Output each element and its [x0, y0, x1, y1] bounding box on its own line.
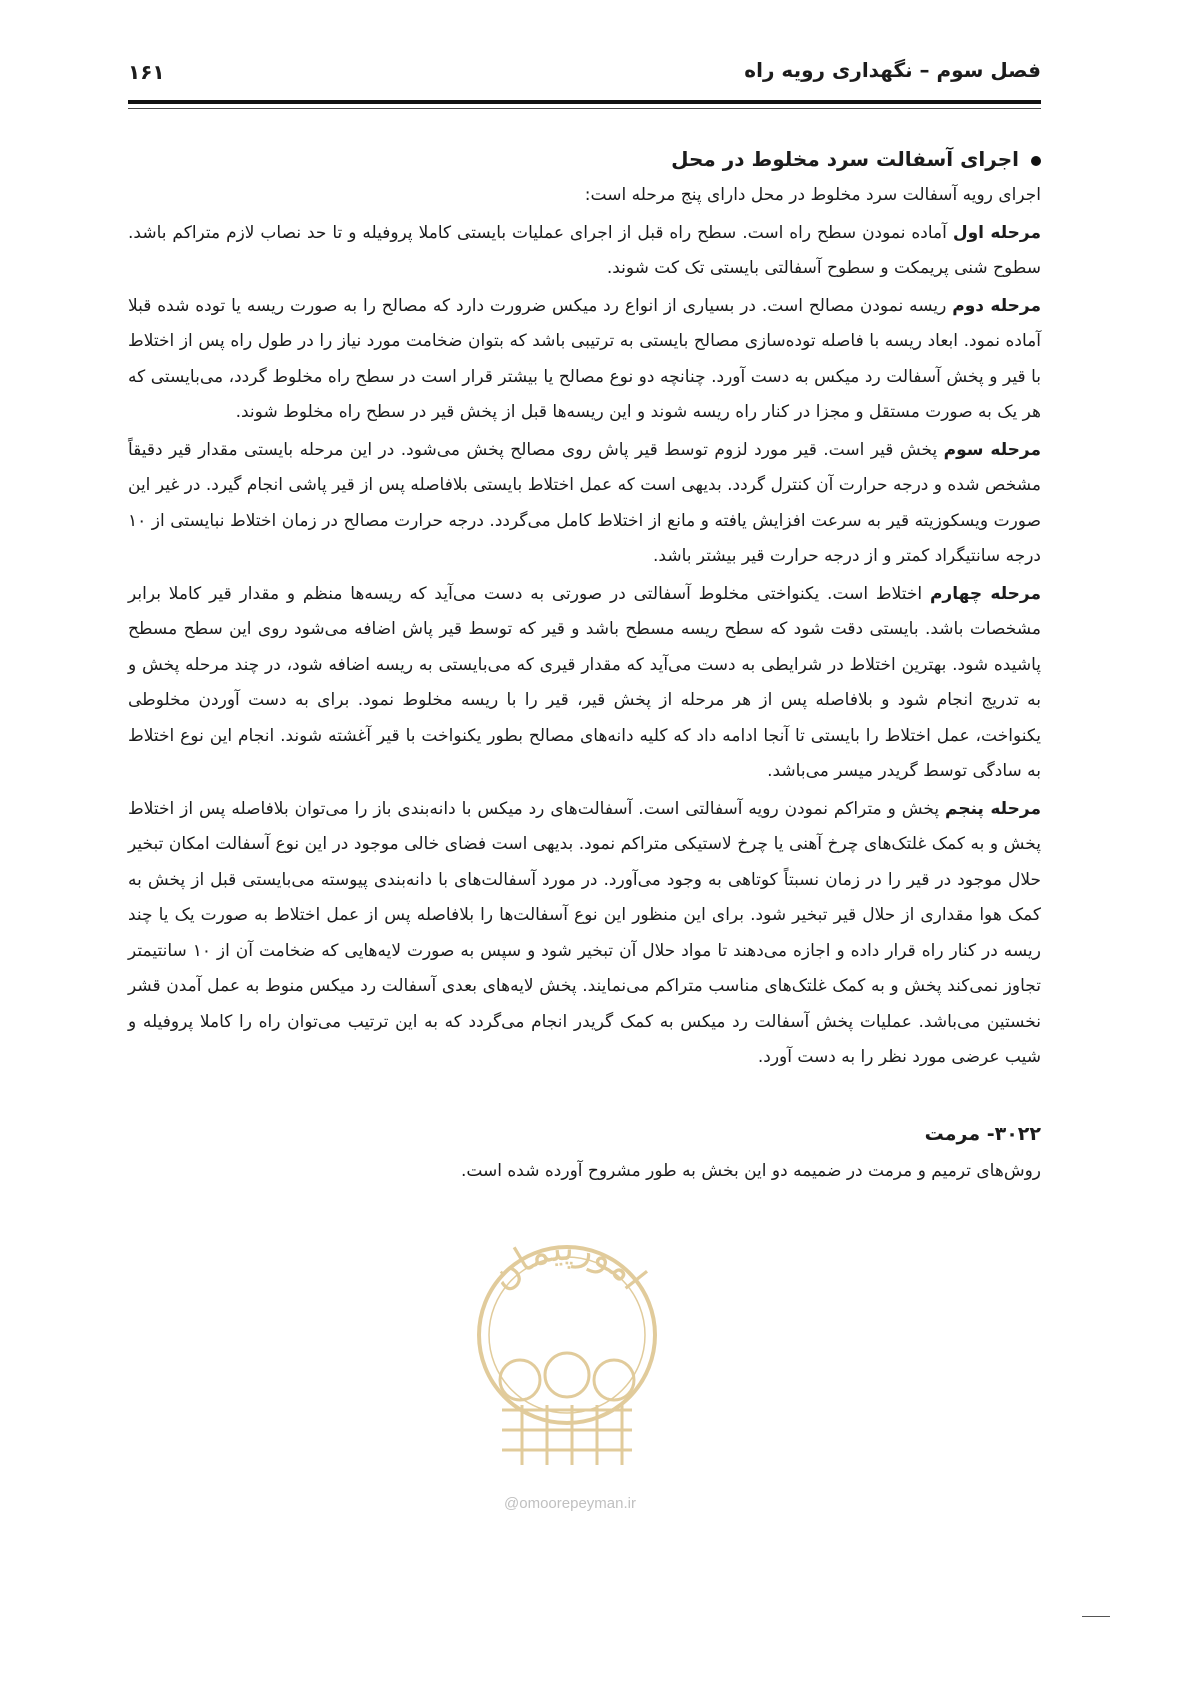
section-heading [128, 140, 1041, 178]
watermark-brand-path: امورپیمان [481, 1227, 654, 1298]
step-label: مرحله اول [952, 222, 1041, 243]
watermark-url: @omoorepeyman.ir [504, 1495, 636, 1512]
step-text: پخش قیر است. قیر مورد لزوم توسط قیر پاش روی مصالح پخش می‌شود. در این مرحله بایستی مقدار قیر دقیقاً مشخص شده و درجه حرارت آن کنترل گردد. بدیهی است که عمل اختلاط بایستی بلافاصله پس از قیر پاشی انجام گیرد. در غیر این صورت ویسکوزیته قیر به سرعت افزایش یافته و مانع از اختلاط کامل می‌گردد. درجه حرارت مصالح در زمان اختلاط نبایستی از ۱۰ درجه سانتیگراد کمتر و از درجه حرارت قیر بیشتر باشد. [128, 439, 1041, 566]
step-text: اختلاط است. یکنواختی مخلوط آسفالتی در صورتی به دست می‌آید که ریسه‌ها منظم و مقدار قیر کاملا برابر مشخصات باشد. بایستی دقت شود که سطح ریسه مسطح باشد و قیر که توسط قیر پاش اضافه می‌شود روی این سطح مسطح پاشیده شود. بهترین اختلاط در شرایطی به دست می‌آید که مقدار قیری که می‌بایستی به ریسه اضافه شود، در چند مرحله پخش و به تدریج انجام شود و بلافاصله پس از هر مرحله از پخش قیر، قیر را با ریسه مخلوط نمود. برای به دست آوردن مخلوطی یکنواخت، عمل اختلاط را بایستی تا آنجا ادامه داد که کلیه دانه‌های مصالح بطور یکنواخت با قیر آغشته شوند. انجام این نوع اختلاط به سادگی توسط گریدر میسر می‌باشد. [128, 583, 1041, 781]
watermark-emblem-icon [462, 1225, 672, 1475]
watermark-brand [482, 1228, 654, 1298]
subsection-text: روش‌های ترمیم و مرمت در ضمیمه دو این بخش به طور مشروح آورده شده است. [460, 1160, 1041, 1181]
subsection-title: ۳۰۲۲- مرمت [924, 1122, 1041, 1145]
step-label: مرحله پنجم [945, 798, 1041, 819]
step-text: ریسه نمودن مصالح است. در بسیاری از انواع رد میکس ضرورت دارد که مصالح را به صورت ریسه یا توده شده قبلا آماده نمود. ابعاد ریسه با فاصله توده‌سازی مصالح بایستی به ترتیبی باشد که بتوان ضخامت مورد نیاز را در طول راه پس از اختلاط با قیر و پخش آسفالت رد میکس به دست آورد. چنانچه دو نوع مصالح یا بیشتر قرار است در سطح راه مخلوط گردد، می‌بایستی که هر یک به صورت مستقل و مجزا در کنار راه ریسه شوند و این ریسه‌ها قبل از پخش قیر در سطح راه مخلوط شوند. [128, 295, 1041, 422]
bullet-icon [1031, 156, 1041, 166]
chapter-title: فصل سوم – نگهداری رویه راه [744, 58, 1041, 82]
step-text: آماده نمودن سطح راه است. سطح راه قبل از اجرای عملیات بایستی کاملا پروفیله و تا حد نصاب لازم متراکم باشد. سطوح شنی پریمکت و سطوح آسفالتی بایستی تک کت شوند. [128, 222, 1041, 278]
main-content [128, 140, 1041, 1189]
watermark-logo [462, 1225, 672, 1475]
header-rule [128, 100, 1041, 104]
corner-mark [1082, 1616, 1110, 1617]
step-text: پخش و متراکم نمودن رویه آسفالتی است. آسفالت‌های رد میکس با دانه‌بندی باز را می‌توان بلافاصله پس از اختلاط پخش و به کمک غلتک‌های چرخ آهنی یا چرخ لاستیکی متراکم نمود. بدیهی است فضای خالی موجود در این نوع آسفالت امکان تبخیر حلال موجود در قیر را در زمان نسبتاً کوتاهی به وجود می‌آورد. در مورد آسفالت‌های با دانه‌بندی پیوسته می‌بایستی قبل از پخش به کمک هوا مقداری از حلال قیر تبخیر شود. برای این منظور این نوع آسفالت‌ها را بلافاصله پس از عمل اختلاط به صورت یک یا چند ریسه در کنار راه قرار داده و اجازه می‌دهند تا مواد حلال آن تبخیر شود و سپس به صورت لایه‌هایی که ضخامت آن از ۱۰ سانتیمتر تجاوز نمی‌کند پخش و به کمک غلتک‌های مناسب متراکم می‌نمایند. پخش لایه‌های بعدی آسفالت رد میکس منوط به عمل آمدن قشر نخستین می‌باشد. عملیات پخش آسفالت رد میکس به کمک گریدر انجام می‌گردد که به این ترتیب می‌توان راه را کاملا پروفیله و شیب عرضی مورد نظر را به دست آورد. [128, 798, 1041, 1067]
step-4 [128, 577, 1041, 790]
section-intro: اجرای رویه آسفالت سرد مخلوط در محل دارای پنج مرحله است: [584, 185, 1041, 205]
header-rule-thin [128, 108, 1041, 109]
page-number: ۱۶۱ [128, 60, 165, 84]
step-label: مرحله چهارم [929, 583, 1042, 604]
step-2 [128, 289, 1041, 431]
step-label: مرحله دوم [952, 295, 1042, 316]
step-3 [128, 433, 1041, 575]
step-5 [128, 792, 1041, 1076]
step-label: مرحله سوم [943, 439, 1041, 460]
section-title: اجرای آسفالت سرد مخلوط در محل [671, 147, 1019, 171]
step-1 [128, 216, 1041, 287]
